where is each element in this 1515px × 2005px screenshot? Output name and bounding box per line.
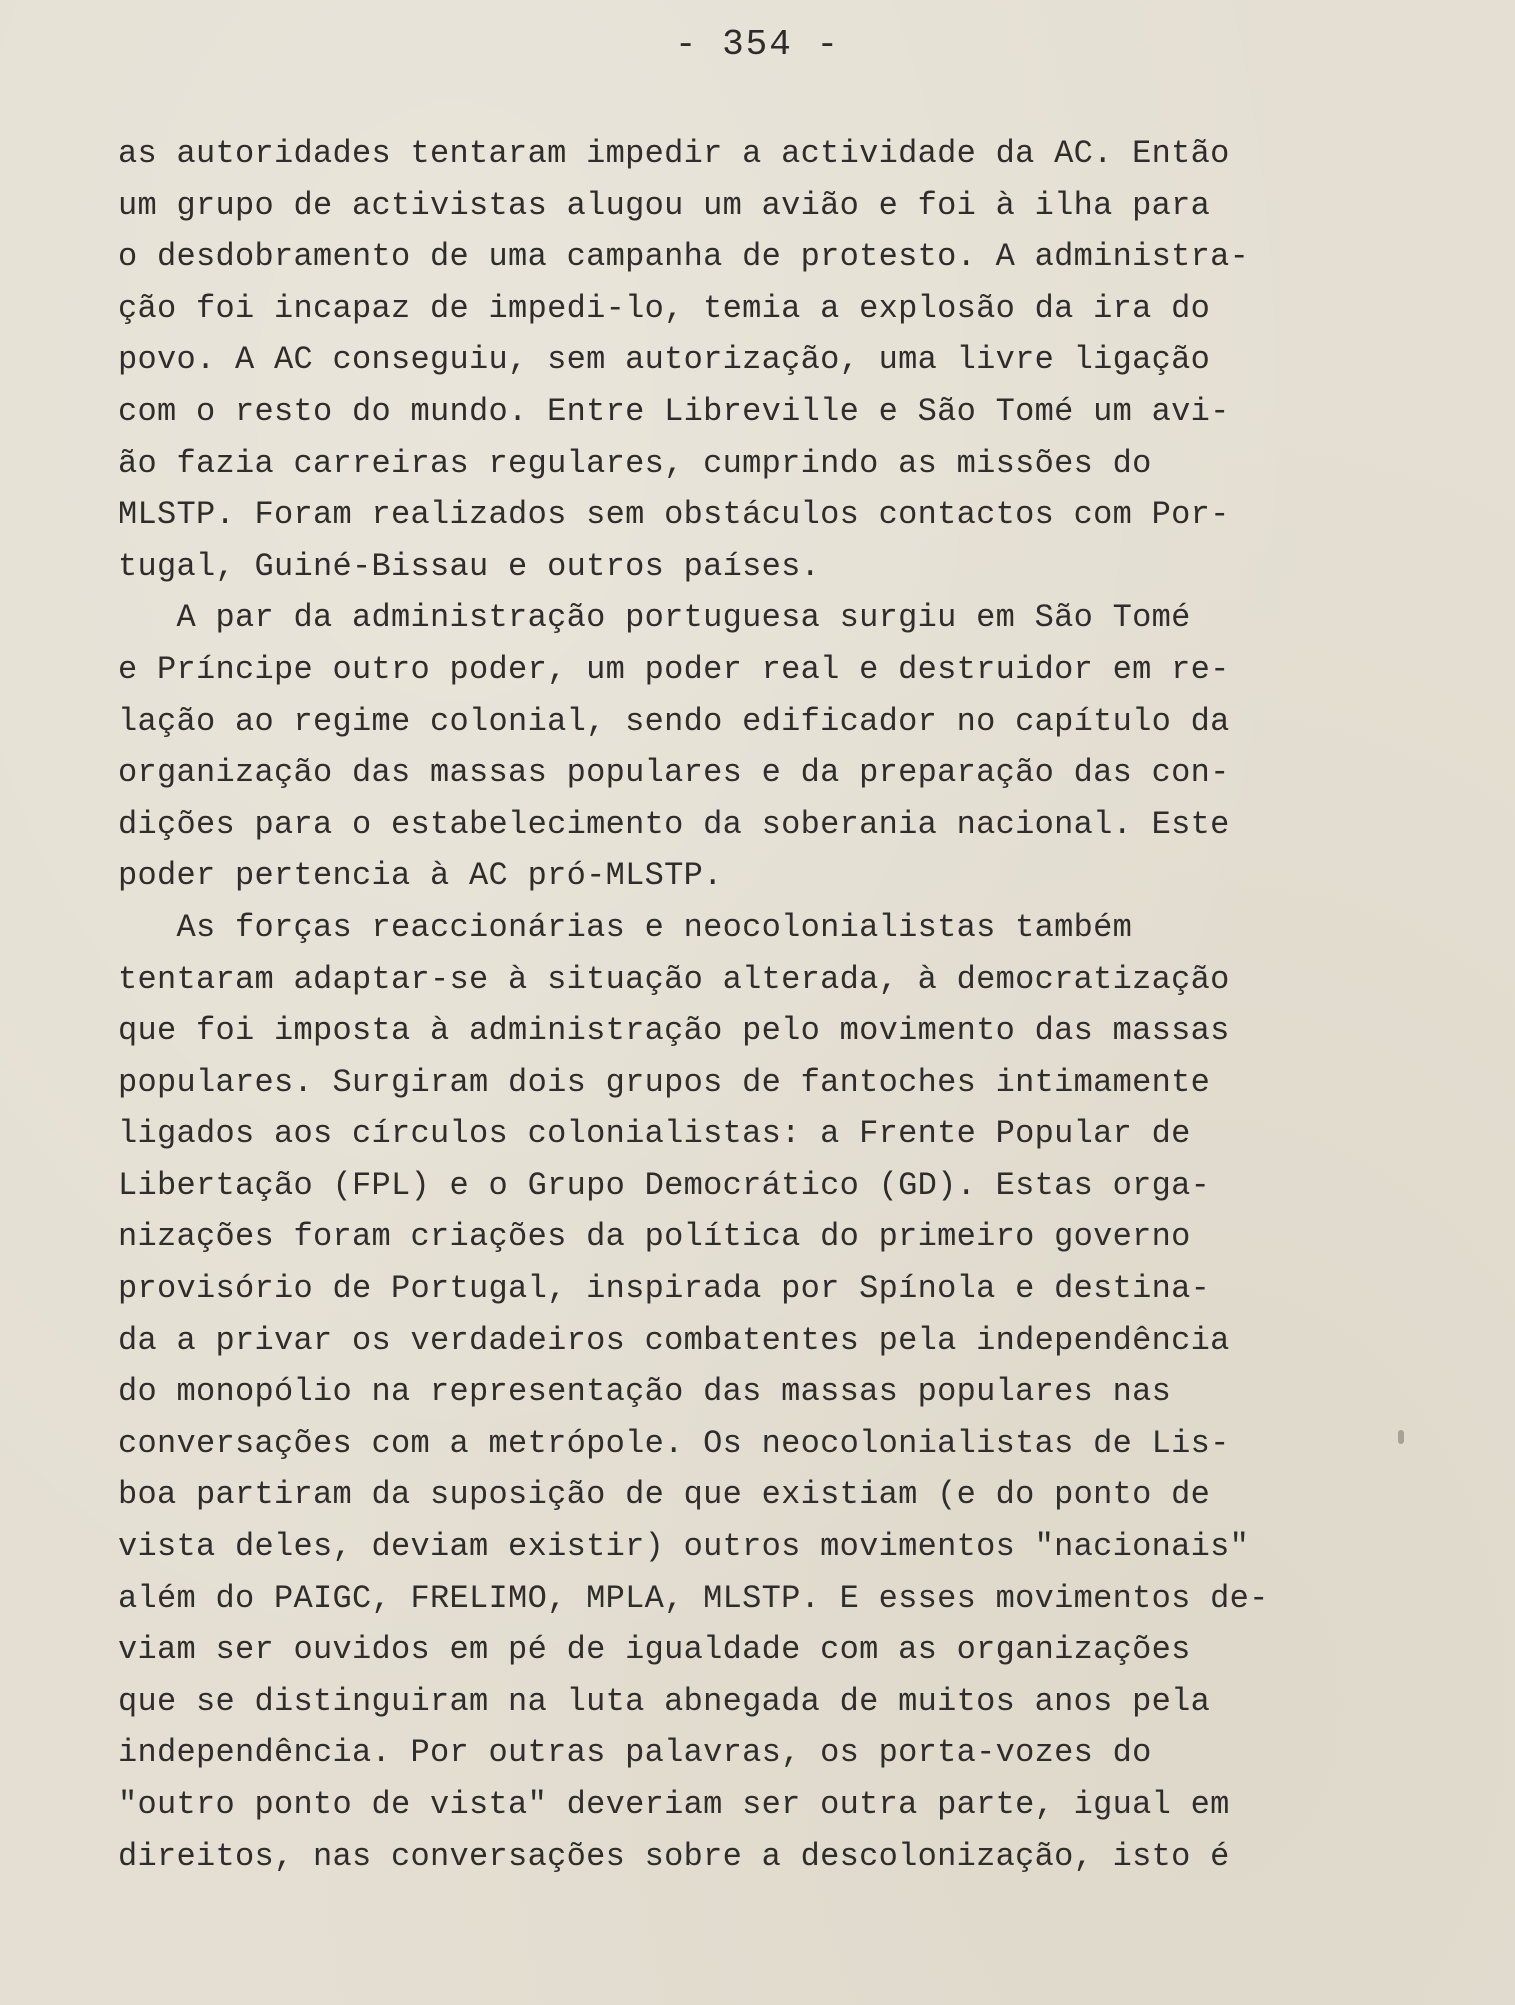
text-line: nizações foram criações da política do primeiro governo [118, 1218, 1191, 1256]
body-text [118, 128, 1348, 1882]
text-line: do monopólio na representação das massas populares nas [118, 1373, 1172, 1411]
text-line: além do PAIGC, FRELIMO, MPLA, MLSTP. E esses movimentos de- [118, 1579, 1269, 1617]
text-line: e Príncipe outro poder, um poder real e destruidor em re- [118, 650, 1230, 688]
text-line: organização das massas populares e da preparação das con- [118, 754, 1230, 792]
text-line: dições para o estabelecimento da soberania nacional. Este [118, 805, 1230, 843]
text-line: poder pertencia à AC pró-MLSTP. [118, 857, 723, 895]
text-line: o desdobramento de uma campanha de protesto. A administra- [118, 238, 1250, 276]
text-line: ção foi incapaz de impedi-lo, temia a explosão da ira do [118, 289, 1211, 327]
text-line: MLSTP. Foram realizados sem obstáculos contactos com Por- [118, 496, 1230, 534]
text-line: conversações com a metrópole. Os neocolonialistas de Lis- [118, 1424, 1230, 1462]
text-line: tentaram adaptar-se à situação alterada, à democratização [118, 960, 1230, 998]
page-number: - 354 - [674, 24, 841, 65]
text-line: tugal, Guiné-Bissau e outros países. [118, 547, 821, 585]
text-line: um grupo de activistas alugou um avião e foi à ilha para [118, 186, 1211, 224]
text-line: viam ser ouvidos em pé de igualdade com as organizações [118, 1631, 1191, 1669]
text-line: da a privar os verdadeiros combatentes pela independência [118, 1321, 1230, 1359]
paragraph-start-line: As forças reaccionárias e neocolonialistas também [118, 908, 1133, 946]
text-line: as autoridades tentaram impedir a actividade da AC. Então [118, 135, 1230, 172]
text-line: com o resto do mundo. Entre Libreville e São Tomé um avi- [118, 392, 1230, 430]
text-line: populares. Surgiram dois grupos de fantoches intimamente [118, 1063, 1211, 1101]
ink-speck [1398, 1430, 1404, 1444]
text-line: ligados aos círculos colonialistas: a Frente Popular de [118, 1115, 1191, 1153]
paragraph-start-line: A par da administração portuguesa surgiu em São Tomé [118, 599, 1191, 637]
text-line: que foi imposta à administração pelo movimento das massas [118, 1012, 1230, 1050]
text-line: ão fazia carreiras regulares, cumprindo as missões do [118, 444, 1152, 482]
text-line: lação ao regime colonial, sendo edificador no capítulo da [118, 702, 1230, 740]
text-line: povo. A AC conseguiu, sem autorização, uma livre ligação [118, 341, 1211, 379]
text-line: "outro ponto de vista" deveriam ser outra parte, igual em [118, 1786, 1230, 1823]
text-line: independência. Por outras palavras, os porta-vozes do [118, 1734, 1152, 1772]
text-line: boa partiram da suposição de que existiam (e do ponto de [118, 1476, 1211, 1514]
text-line: que se distinguiram na luta abnegada de muitos anos pela [118, 1682, 1211, 1720]
text-line: Libertação (FPL) e o Grupo Democrático (GD). Estas orga- [118, 1166, 1211, 1204]
text-line: provisório de Portugal, inspirada por Spínola e destina- [118, 1270, 1211, 1308]
text-line: vista deles, deviam existir) outros movimentos "nacionais" [118, 1528, 1250, 1566]
text-line: direitos, nas conversações sobre a descolonização, isto é [118, 1837, 1230, 1875]
